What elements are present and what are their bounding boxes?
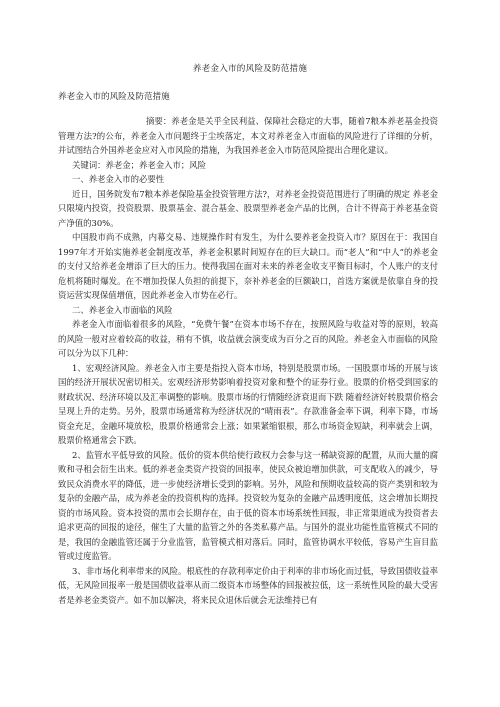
section-heading: 一、养老金入市的必要性	[72, 174, 165, 184]
body-paragraph: 近日，国务院发布7粮本养老保险基金投资管理方法?，对养老金投资范围进行了明确的规定 养老金只限境内投资，投资股票、股票基金、混合基金、股票型养老金产品的比例，合计不得高于养老基金资产净值的30%。	[58, 188, 438, 228]
abstract-paragraph: 摘要：养老金是关乎全民利益、保障社会稳定的大事，随着7粮本养老基金投资管理方法?的公布，养老金入市问题终于尘埃落定，本文对养老金入市面临的风险进行了详细的分析，并试图结合外国养老金应对入市风险的措施，为我国养老金入市防范风险提出合理化建议。	[58, 116, 438, 155]
body-paragraph: 养老金入市面临着很多的风险，“免费午餐”在资本市场不存在，按照风险与收益对等的原则，较高的风险一般对应着较高的收益，稍有不慎，收益就会演变成为百分之百的风险。养老金入市面临的风险可以分为以下几种：	[58, 319, 438, 358]
body-paragraph: 中国股市尚不成熟，内幕交易、违规操作时有发生，为什么要养老金投资入市？原因在于：我国自1997年才开始实施养老金制度改革，养老金积累时间短存在的巨大缺口。而“老人”和“中人”的养老金的支付又给养老金增添了巨大的压力。使得我国在面对未来的养老金收支平衡目标时，个人账户的支付危机将随时爆发。在不增加投保人负担的前提下，奈补养老金的巨额缺口，首选方案就是依靠自身的投资运营实现保值增值，因此养老金入市势在必行。	[58, 232, 438, 300]
keywords-line: 关键词：养老金；养老金入市；风险	[72, 159, 206, 170]
body-paragraph: 3、非市场化利率带来的风险。根底性的存款利率定价由于利率的非市场化而过低，导致国债收益率低，无风险回报率一般是国债收益率从而二级资本市场整体的回报被拉低，这一系统性风险的最大受害者是养老金类资产。如不加以解决，将来民众退休后就会无法维持已有	[58, 565, 438, 605]
section-heading: 二、养老金入市面临的风险	[72, 304, 173, 315]
document-subtitle: 养老金入市的风险及防范措施	[58, 92, 170, 102]
document-title: 养老金入市的风险及防范措施	[192, 64, 308, 74]
document-body	[58, 114, 438, 607]
body-paragraph: 2、监管水平低导致的风险。低价的资本供给使行政权力会参与这一稀缺资源的配置，从而大量的腐败和寻租会衍生出来。低的养老金类资产投资的回报率，使民众被迫增加供款，可支配收入的减少，导致民众消费水平的降低，进一步使经济增长受到的影响。另外，风险和预期收益较高的资产类别和较为复杂的金融产品，成为养老金的投资机构的选择。投资较为复杂的金融产品透明度低，这会增加长期投资的市场风险。资本投资的黑市会长期存在，由于低的资本市场系统性回报，非正常渠道成为投资者去追求更高的回报的途径，催生了大量的监管之外的各类私募产品。与国外的混业功能性监管模式不同的是，我国的金融监管还属于分业监管，监管模式相对落后。同时，监管协调水平较低，容易产生盲目监管或过度监管。	[58, 449, 438, 561]
body-paragraph: 1、宏观经济风险。养老金入市主要是指投入资本市场，特别是股票市场。一国股票市场的开展与该国的经济开展状况密切相关。宏观经济形势影响着投资对象和整个的证券行业。股票的价格受到国家的财政状况、经济环境以及汇率调整的影响。股票市场的行情随经济衰退而下跌 随着经济好转股票价格会呈现上升的走势。另外，股票市场通常称为经济状况的“晴雨表”。存款准备金率下调，利率下降，市场资金充足，金融环境放松，股票价格通常会上涨；如果紧缩银根，那么市场资金短缺，利率就会上调，股票价格通常会下跌。	[58, 362, 438, 445]
